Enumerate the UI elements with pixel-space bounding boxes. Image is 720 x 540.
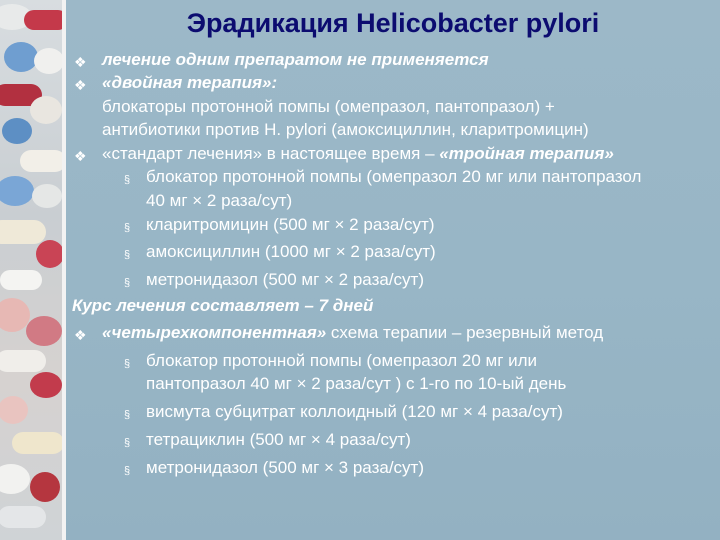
pill-image (36, 240, 62, 268)
pill-image (0, 464, 30, 494)
text-line (102, 142, 614, 165)
text-line: метронидазол (500 мг × 2 раза/сут) (146, 270, 424, 289)
text-segment: схема терапии – резервный метод (326, 323, 604, 342)
text-line: висмута субцитрат коллоидный (120 мг × 4 раза/сут) (146, 402, 563, 421)
pill-image (0, 176, 34, 206)
text-line: кларитромицин (500 мг × 2 раза/сут) (146, 215, 435, 234)
section-bullet-icon: § (124, 174, 131, 186)
pill-image (0, 350, 46, 372)
text-line (102, 321, 603, 344)
pill-image (0, 270, 42, 290)
text-line: лечение одним препаратом не применяется (102, 50, 489, 69)
pill-image (4, 42, 38, 72)
pill-image (26, 316, 62, 346)
text-line: амоксициллин (1000 мг × 2 раза/сут) (146, 242, 436, 261)
pill-image (0, 396, 28, 424)
slide-content (66, 0, 720, 540)
text-line: блокатор протонной помпы (омепразол 20 мг или (146, 351, 538, 370)
text-line: блокаторы протонной помпы (омепразол, пантопразол) + (102, 97, 555, 116)
text-segment: «стандарт лечения» в настоящее время – (102, 144, 440, 163)
pill-image (0, 220, 46, 244)
text-segment-emphasis: «тройная терапия» (439, 144, 614, 163)
diamond-bullet-icon: ❖ (74, 54, 87, 70)
pill-image (12, 432, 62, 454)
pill-image (2, 118, 32, 144)
pill-image (20, 150, 62, 172)
slide-title: Эрадикация Helicobacter pylori (186, 8, 600, 38)
pill-image (32, 184, 62, 208)
pill-image (0, 506, 46, 528)
pills-photo-strip (0, 0, 62, 540)
pill-image (30, 96, 62, 124)
text-segment-emphasis: «четырехкомпонентная» (102, 323, 327, 342)
text-line: Курс лечения составляет – 7 дней (72, 296, 374, 315)
text-line: 40 мг × 2 раза/сут) (146, 191, 293, 210)
pill-image (30, 472, 60, 502)
text-line: метронидазол (500 мг × 3 раза/сут) (146, 458, 424, 477)
pill-image (34, 48, 62, 74)
section-bullet-icon: § (124, 465, 131, 477)
section-bullet-icon: § (124, 222, 131, 234)
pill-image (30, 372, 62, 398)
section-bullet-icon: § (124, 249, 131, 261)
section-bullet-icon: § (124, 358, 131, 370)
text-line: антибиотики против H. pylori (амоксициллин, кларитромицин) (102, 120, 589, 139)
section-bullet-icon: § (124, 409, 131, 421)
section-bullet-icon: § (124, 277, 131, 289)
text-line: тетрациклин (500 мг × 4 раза/сут) (146, 430, 411, 449)
text-line: блокатор протонной помпы (омепразол 20 мг или пантопразол (146, 167, 642, 186)
text-line: «двойная терапия»: (102, 73, 278, 92)
section-bullet-icon: § (124, 437, 131, 449)
pill-image (24, 10, 62, 30)
diamond-bullet-icon: ❖ (74, 327, 87, 343)
diamond-bullet-icon: ❖ (74, 77, 87, 93)
text-line: пантопразол 40 мг × 2 раза/сут ) с 1-го по 10-ый день (146, 374, 567, 393)
diamond-bullet-icon: ❖ (74, 148, 87, 164)
